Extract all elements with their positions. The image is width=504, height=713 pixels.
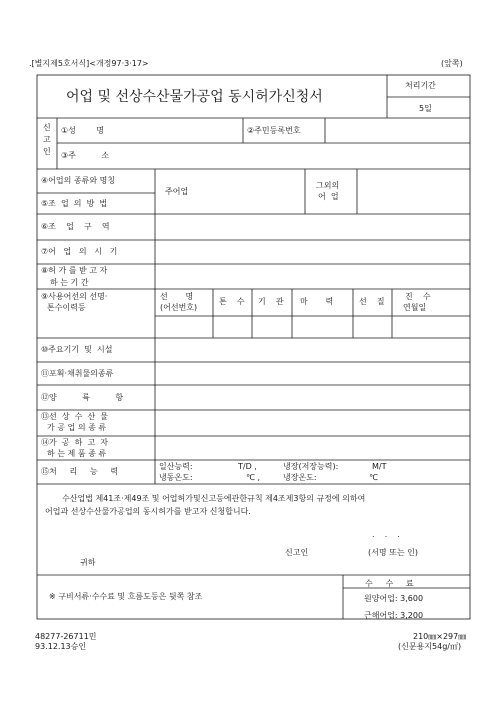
- permit-period-label-1: ⑧허 가 를 받 고 자: [41, 266, 108, 275]
- launch-date-header-1: 진 수: [405, 292, 431, 301]
- applicant-name-label: ①성 명: [61, 126, 104, 135]
- vessel-label-1: ⑨사용어선의 선명·: [41, 292, 108, 301]
- fishing-method-label: ⑤조 업 의 방 법: [41, 199, 108, 208]
- products-label-2: 하 는 제 품 종 류: [47, 449, 107, 458]
- engine-header: 기 관: [258, 297, 284, 306]
- other-fishery-label-2: 어 업: [318, 192, 339, 201]
- freezing-temp-unit: ℃ ,: [246, 473, 261, 482]
- fee-deep-sea: 원양어업: 3,600: [364, 594, 424, 603]
- processing-type-label-1: ⑬선 상 수 산 물: [41, 412, 108, 421]
- date-placeholder: . . .: [372, 530, 400, 539]
- fridge-temp-unit: ℃: [369, 473, 378, 482]
- horsepower-header: 마 력: [300, 297, 334, 306]
- vessel-label-2: 톤수이력등: [47, 303, 86, 312]
- vessel-name-header-2: (어선번호): [160, 303, 198, 312]
- footer-form-number: 48277-26711민: [35, 632, 97, 641]
- freezing-temp-label: 냉동온도:: [159, 473, 193, 482]
- capacity-label: ⑮처 리 능 력: [41, 467, 119, 476]
- hull-material-header: 선 질: [359, 297, 385, 306]
- processing-period-label: 처리기간: [405, 81, 436, 90]
- fishery-type-label: ④어업의 종류와 명칭: [41, 176, 116, 185]
- vessel-name-header-1: 선 명: [160, 292, 194, 301]
- fishing-zone-label: ⑥조 업 구 역: [41, 222, 110, 231]
- applicant-side-label-2: 고: [43, 135, 51, 144]
- daily-capacity-label: 일산능력:: [159, 462, 193, 471]
- addressee-label: 귀하: [80, 558, 96, 567]
- cold-storage-label: 냉장(저장능력):: [283, 462, 339, 471]
- equipment-label: ⑩주요기기 및 시설: [41, 345, 113, 354]
- processing-period-value: 5일: [419, 104, 432, 113]
- tonnage-header: 톤 수: [219, 297, 245, 306]
- fridge-temp-label: 냉장온도:: [283, 473, 317, 482]
- permit-period-label-2: 하 는 기 간: [50, 278, 89, 287]
- signer-label: 신고인: [285, 548, 309, 557]
- fee-title: 수 수 료: [365, 579, 414, 588]
- launch-date-header-2: 연월일: [403, 303, 427, 312]
- landing-port-label: ⑫양 륙 항: [41, 393, 124, 402]
- signature-hint: (서명 또는 인): [368, 548, 418, 557]
- footer-paper-size: 210㎜×297㎜: [413, 632, 467, 641]
- page-side-label: (앞쪽): [441, 59, 463, 68]
- applicant-address-label: ③주 소: [61, 151, 110, 160]
- form-title: 어업 및 선상수산물가공업 동시허가신청서: [66, 89, 323, 105]
- other-fishery-label-1: 그외의: [316, 181, 340, 190]
- applicant-side-label-1: 신: [43, 123, 51, 132]
- footer-paper-type: (신문용지54g/㎡): [398, 642, 462, 651]
- resident-number-label: ②주민등록번호: [247, 126, 301, 135]
- daily-capacity-unit: T/D ,: [238, 462, 257, 471]
- attachments-note: ※ 구비서류·수수료 및 흐름도등은 뒷쪽 참조: [49, 592, 203, 601]
- catch-species-label: ⑪포획·채취물의종류: [41, 369, 114, 378]
- statement-line-1: 수산업법 제41조·제49조 및 어업허가및신고등에관한규칙 제4조제3항의 규정에 의하여: [62, 494, 366, 503]
- products-label-1: ⑭가 공 하 고 자: [41, 438, 108, 447]
- fee-coastal: 근해어업: 3,200: [364, 611, 424, 620]
- main-fishery-label: 주어업: [165, 187, 189, 196]
- fishing-season-label: ⑦어 업 의 시 기: [41, 247, 118, 256]
- statement-line-2: 어업과 선상수산물가공업의 동시허가를 받고자 신청합니다.: [45, 507, 251, 516]
- processing-type-label-2: 가 공 업 의 종 류: [47, 423, 107, 432]
- form-reference: .[별지제5호서식]<개정97·3·17>: [29, 59, 149, 68]
- applicant-side-label-3: 인: [43, 147, 51, 156]
- cold-storage-unit: M/T: [372, 462, 387, 471]
- footer-approval-date: 93.12.13승인: [35, 642, 87, 651]
